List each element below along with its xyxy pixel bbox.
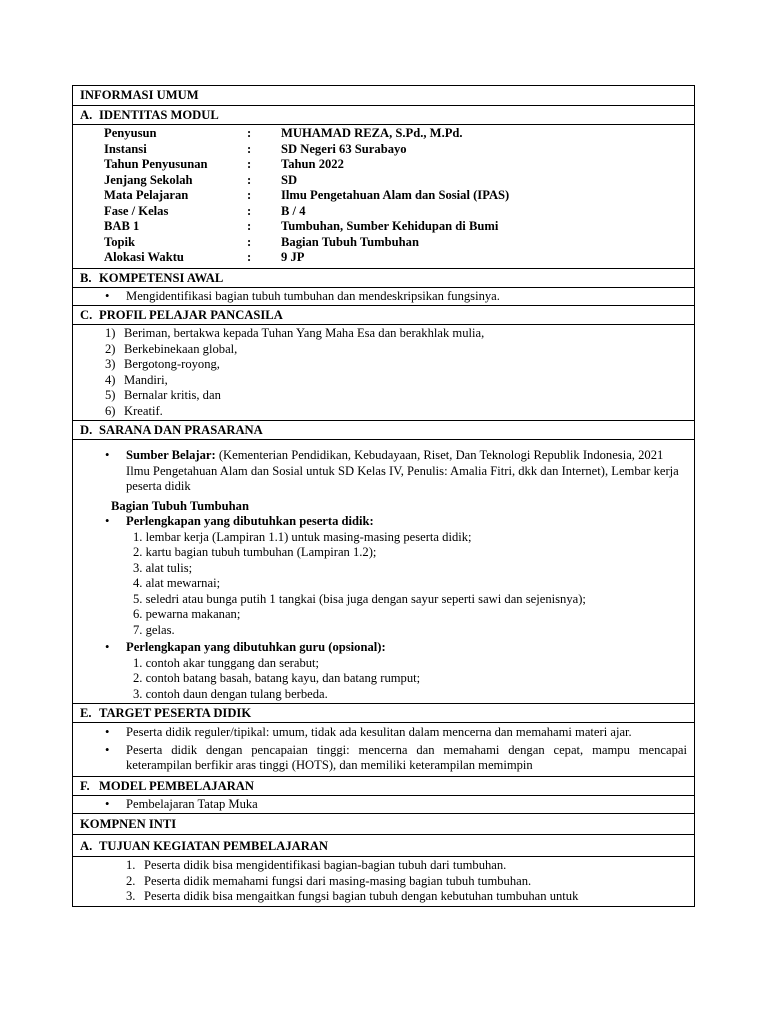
list-item: [80, 743, 687, 774]
bullet-icon: •: [105, 725, 110, 739]
sumber-belajar-item: [80, 448, 687, 495]
list-item: 2. contoh batang basah, batang kayu, dan batang rumput;: [133, 671, 421, 685]
list-item: [80, 404, 687, 420]
field-label: Tahun Penyusunan: [104, 157, 208, 171]
field-value: Tahun 2022: [281, 157, 344, 171]
tujuan-title: TUJUAN KEGIATAN PEMBELAJARAN: [99, 839, 329, 853]
field-colon: :: [247, 250, 252, 264]
list-number: 4): [105, 372, 116, 387]
identitas-row: [80, 250, 687, 266]
field-colon: :: [247, 172, 252, 187]
module-document: [72, 85, 695, 907]
list-item: 2. kartu bagian tubuh tumbuhan (Lampiran 1.2);: [133, 545, 377, 559]
field-colon: :: [247, 188, 252, 202]
list-item: 4. alat mewarnai;: [133, 576, 221, 590]
list-number: 5): [105, 388, 116, 402]
list-item-text: Peserta didik reguler/tipikal: umum, tidak ada kesulitan dalam mencerna dan memahami materi ajar.: [126, 725, 632, 739]
model-list: [73, 795, 694, 814]
field-value: SD Negeri 63 Surabayo: [281, 141, 407, 156]
field-label: Instansi: [104, 141, 147, 156]
identitas-row: [80, 235, 687, 251]
section-letter: F.: [80, 778, 90, 793]
list-item-text: Bergotong-royong,: [124, 357, 220, 371]
field-label: BAB 1: [104, 219, 140, 233]
field-value: MUHAMAD REZA, S.Pd., M.Pd.: [281, 126, 463, 140]
field-label: Jenjang Sekolah: [104, 172, 193, 187]
list-item: [80, 797, 687, 813]
field-colon: :: [247, 203, 252, 218]
identitas-row: [80, 126, 687, 142]
perlengkapan-guru-header: [80, 640, 687, 656]
section-sarana-header: [73, 420, 694, 439]
section-komponen-inti: [73, 813, 694, 834]
list-item: 1. contoh akar tunggang dan serabut;: [133, 655, 320, 670]
model-title: MODEL PEMBELAJARAN: [99, 778, 254, 793]
field-label: Penyusun: [104, 126, 157, 140]
bullet-icon: •: [105, 640, 110, 654]
list-item: [80, 289, 687, 305]
field-label: Mata Pelajaran: [104, 188, 189, 202]
list-item: [80, 889, 687, 905]
field-colon: :: [247, 157, 252, 171]
list-item: 7. gelas.: [133, 622, 175, 637]
target-list: [73, 722, 694, 776]
field-colon: :: [247, 219, 252, 233]
section-target-header: [73, 703, 694, 722]
list-item-text: Peserta didik bisa mengidentifikasi bagian-bagian tubuh dari tumbuhan.: [144, 858, 507, 872]
list-item: 1. lembar kerja (Lampiran 1.1) untuk masing-masing peserta didik;: [133, 529, 472, 544]
section-letter: A.: [80, 108, 93, 122]
list-item: [80, 858, 687, 874]
bullet-icon: •: [105, 448, 110, 462]
perlengkapan-guru-label: Perlengkapan yang dibutuhkan guru (opsional):: [126, 640, 386, 654]
kompetensi-title: KOMPETENSI AWAL: [99, 270, 224, 285]
list-item-text: Bernalar kritis, dan: [124, 388, 221, 402]
sarana-content: [73, 439, 694, 703]
section-model-header: [73, 776, 694, 795]
field-label: Alokasi Waktu: [104, 250, 184, 264]
identitas-title: IDENTITAS MODUL: [99, 108, 219, 122]
bullet-icon: •: [105, 514, 110, 528]
identitas-row: [80, 219, 687, 235]
list-item: [80, 725, 687, 741]
sumber-belajar-detail: (Kementerian Pendidikan, Kebudayaan, Riset, Dan Teknologi Republik Indonesia, 2021 Ilmu Pengetahuan Alam dan Sosial untuk SD Kelas IV, Penulis: Amalia Fitri, dkk dan Internet), Lembar kerja peserta didik: [126, 448, 679, 493]
list-item: [80, 373, 687, 389]
list-item: [80, 326, 687, 342]
field-label: Topik: [104, 234, 136, 249]
identitas-row: [80, 188, 687, 204]
profil-title: PROFIL PELAJAR PANCASILA: [99, 308, 283, 322]
field-colon: :: [247, 126, 252, 140]
identitas-row: [80, 204, 687, 220]
section-identitas-header: [73, 105, 694, 124]
sarana-subtitle: Bagian Tubuh Tumbuhan: [111, 498, 249, 513]
list-item: 5. seledri atau bunga putih 1 tangkai (bisa juga dengan sayur seperti sawi dan sejenisnya);: [133, 591, 586, 606]
target-title: TARGET PESERTA DIDIK: [99, 706, 252, 720]
list-item-text: Peserta didik bisa mengaitkan fungsi bagian tubuh dengan kebutuhan tumbuhan untuk: [144, 889, 579, 903]
profil-list: [73, 324, 694, 420]
list-item-text: Peserta didik memahami fungsi dari masing-masing bagian tubuh tumbuhan.: [144, 873, 532, 888]
list-number: 3): [105, 357, 116, 371]
field-value: Bagian Tubuh Tumbuhan: [281, 234, 419, 249]
field-colon: :: [247, 141, 252, 156]
list-number: 1): [105, 326, 116, 340]
section-letter: D.: [80, 423, 93, 437]
list-item: 3. contoh daun dengan tulang berbeda.: [133, 686, 328, 701]
list-item: [80, 342, 687, 358]
field-value: Tumbuhan, Sumber Kehidupan di Bumi: [281, 219, 499, 233]
list-number: 2.: [126, 873, 136, 888]
list-item: 3. alat tulis;: [133, 560, 193, 575]
section-letter: C.: [80, 308, 93, 322]
list-item: [80, 874, 687, 890]
perlengkapan-siswa-label: Perlengkapan yang dibutuhkan peserta didik:: [126, 514, 374, 528]
section-kompetensi-header: [73, 268, 694, 287]
field-value: 9 JP: [281, 250, 305, 264]
list-number: 1.: [126, 858, 136, 872]
field-value: Ilmu Pengetahuan Alam dan Sosial (IPAS): [281, 188, 510, 202]
identitas-table: [73, 124, 694, 268]
section-informasi-umum: [73, 86, 694, 105]
komponen-inti-title: KOMPNEN INTI: [80, 817, 177, 831]
informasi-umum-title: INFORMASI UMUM: [80, 88, 199, 102]
field-value: SD: [281, 172, 298, 187]
section-tujuan-header: [73, 834, 694, 856]
list-item-text: Kreatif.: [124, 403, 163, 418]
bullet-icon: •: [105, 742, 110, 757]
bullet-icon: •: [105, 796, 110, 811]
tujuan-list: [73, 856, 694, 906]
list-item: [80, 357, 687, 373]
list-item-text: Peserta didik dengan pencapaian tinggi: mencerna dan memahami dengan cepat, mampu mencapai keterampilan berfikir aras tinggi (HOTS), dan memiliki keterampilan memimpin: [126, 742, 687, 772]
perlengkapan-siswa-header: [80, 514, 687, 530]
list-item-text: Berkebinekaan global,: [124, 341, 238, 356]
sumber-belajar-text: [126, 448, 687, 495]
identitas-row: [80, 173, 687, 189]
bullet-icon: •: [105, 288, 110, 303]
field-value: B / 4: [281, 203, 306, 218]
list-item-text: Pembelajaran Tatap Muka: [126, 796, 258, 811]
list-item-text: Mengidentifikasi bagian tubuh tumbuhan dan mendeskripsikan fungsinya.: [126, 288, 500, 303]
section-profil-header: [73, 305, 694, 324]
list-item: [80, 388, 687, 404]
list-number: 6): [105, 403, 116, 418]
sumber-belajar-label: Sumber Belajar:: [126, 448, 216, 462]
field-colon: :: [247, 234, 252, 249]
sarana-title: SARANA DAN PRASARANA: [99, 423, 263, 437]
section-letter: B.: [80, 270, 92, 285]
list-item-text: Beriman, bertakwa kepada Tuhan Yang Maha Esa dan berakhlak mulia,: [124, 326, 485, 340]
section-letter: A.: [80, 839, 93, 853]
list-number: 3.: [126, 889, 136, 903]
identitas-row: [80, 157, 687, 173]
field-label: Fase / Kelas: [104, 203, 169, 218]
list-number: 2): [105, 341, 116, 356]
list-item: 6. pewarna makanan;: [133, 607, 241, 621]
list-item-text: Mandiri,: [124, 372, 168, 387]
identitas-row: [80, 142, 687, 158]
kompetensi-list: [73, 287, 694, 306]
section-letter: E.: [80, 706, 92, 720]
